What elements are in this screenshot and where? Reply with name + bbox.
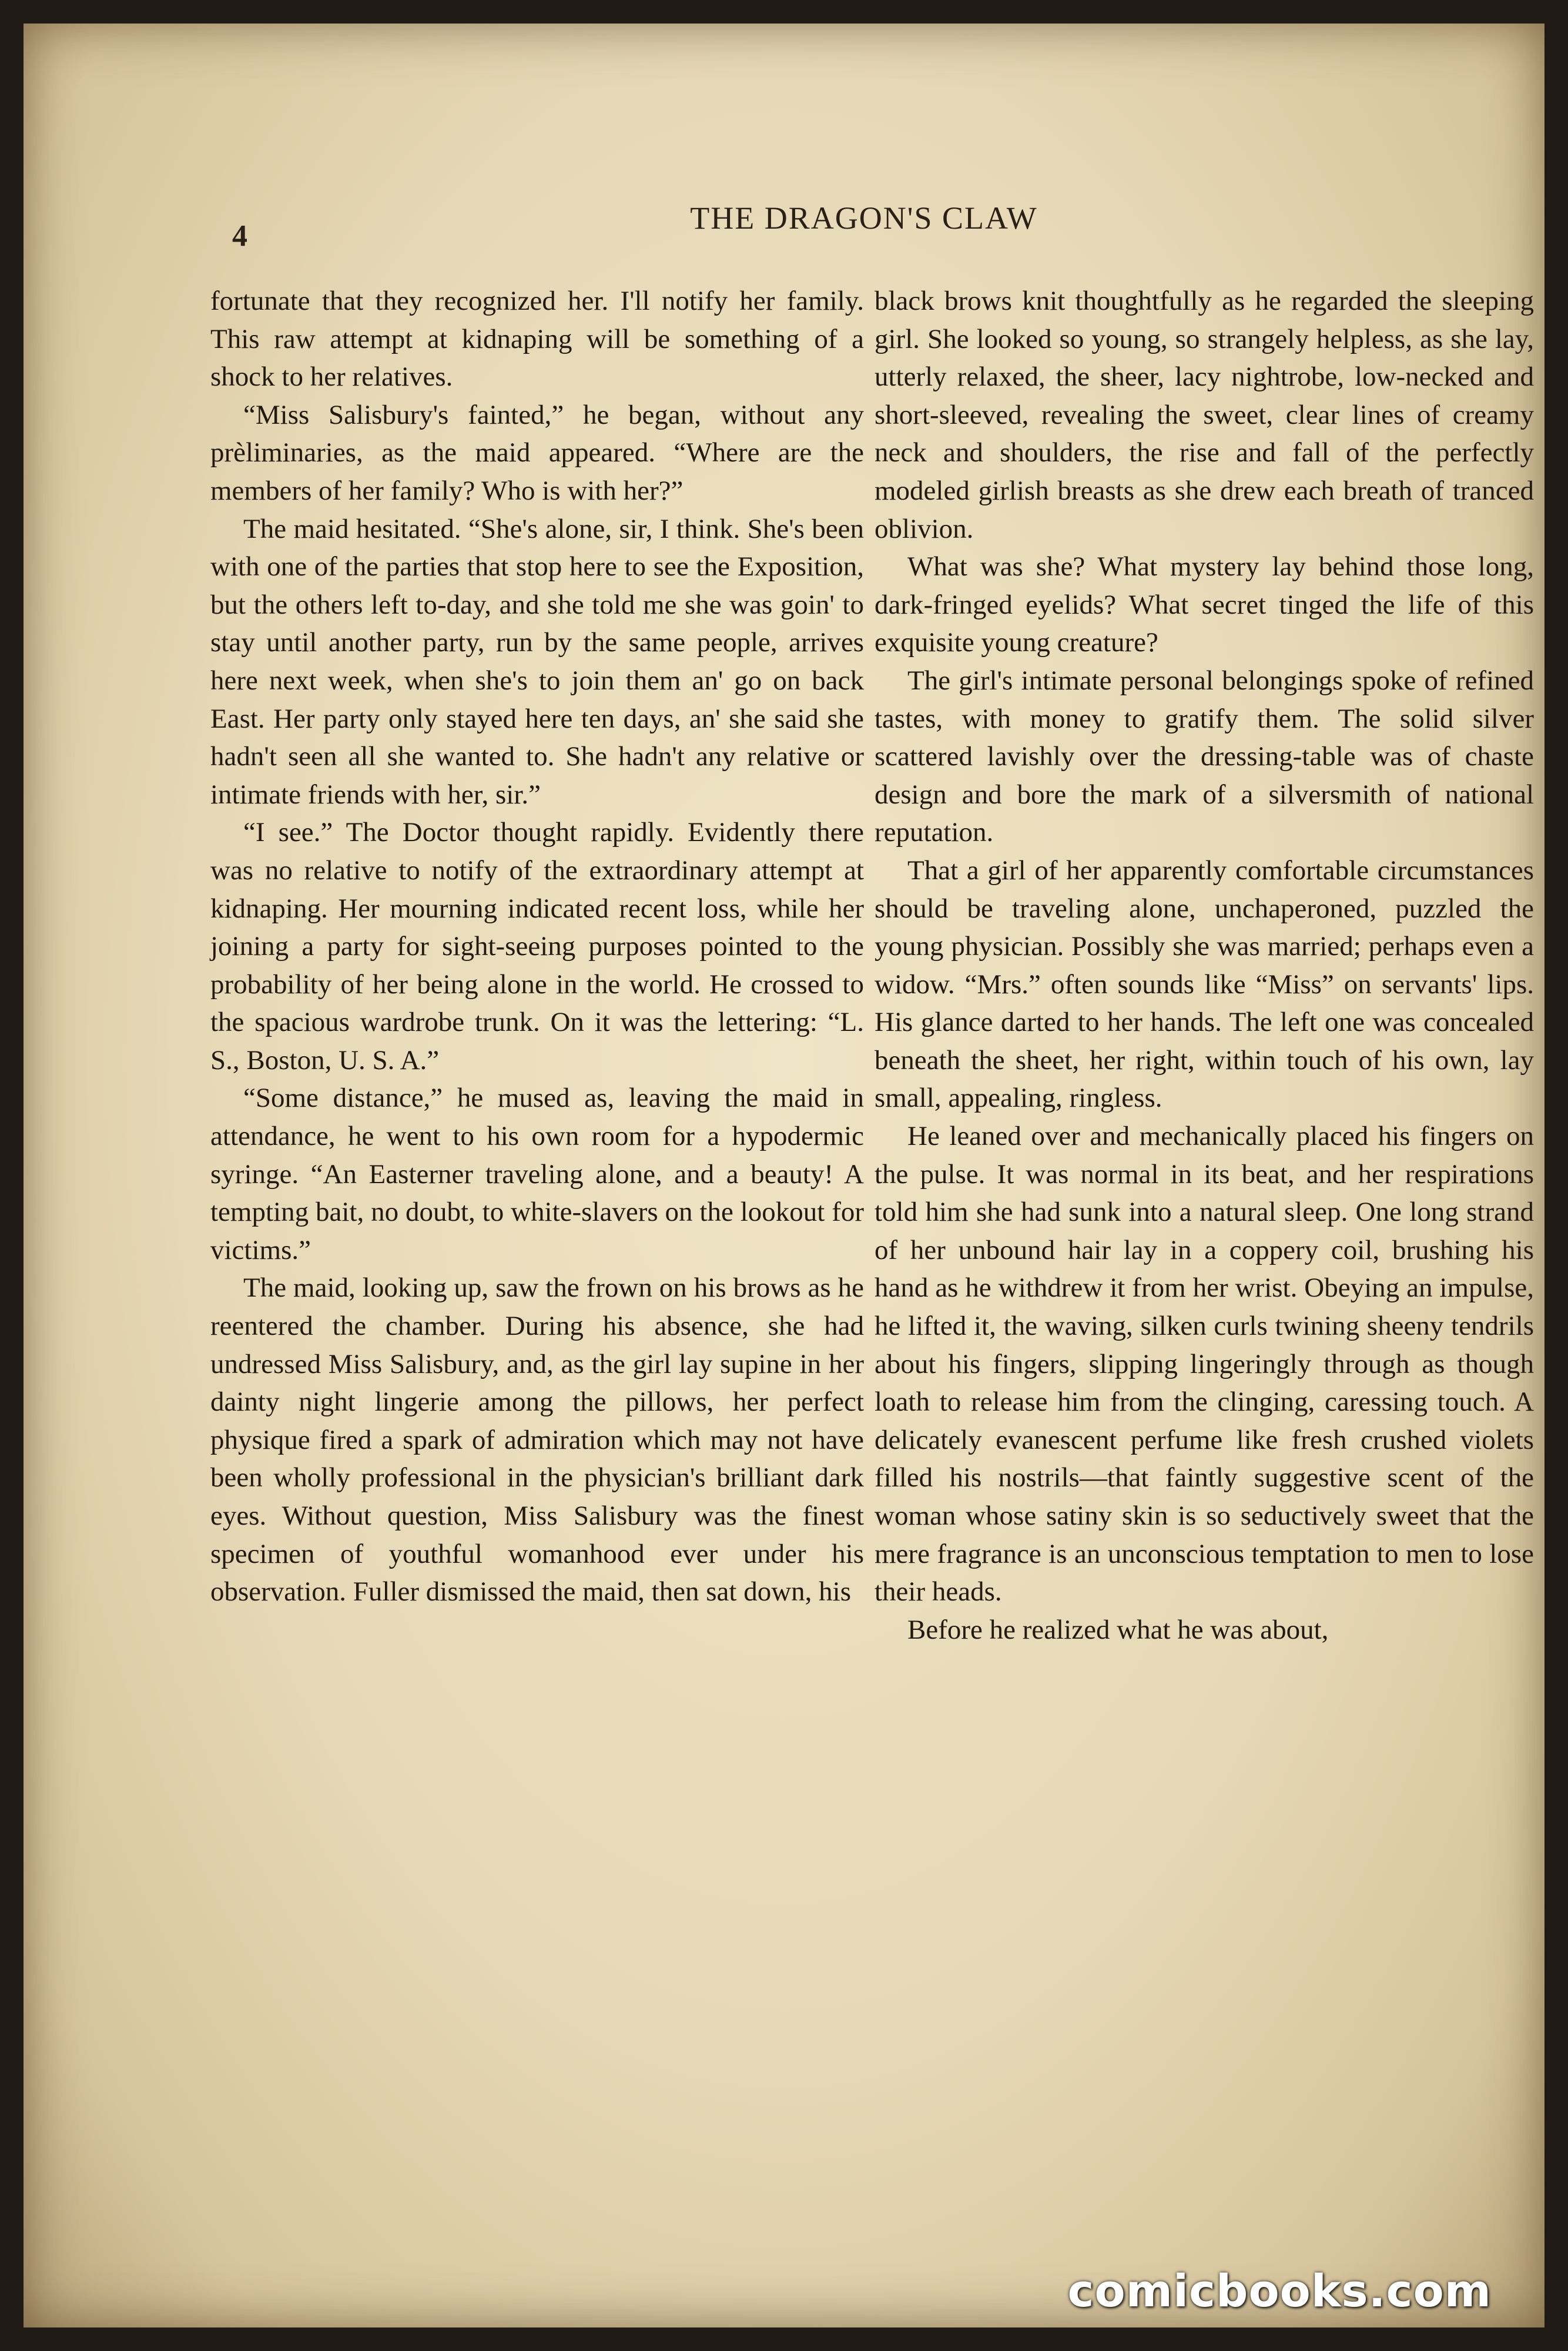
watermark: comicbooks.com: [1067, 2265, 1492, 2317]
paragraph: “Miss Salisbury's fainted,” he began, without any prèliminaries, as the maid appeared. “Where are the members of her family? Who is with her?”: [210, 399, 864, 506]
running-title: THE DRAGON'S CLAW: [690, 200, 1038, 236]
paragraph: Before he realized what he was about,: [907, 1614, 1329, 1645]
paragraph: “I see.” The Doctor thought rapidly. Evidently there was no relative to notify of the extraordinary attempt at kidnaping. Her mourning indicated recent loss, while her joining a party for sight-seeing purposes pointed to the probability of her being alone in the world. He crossed to the spacious wardrobe trunk. On it was the lettering: “L. S., Boston, U. S. A.”: [210, 817, 864, 1076]
left-text-column: [210, 282, 864, 1611]
paragraph: fortunate that they recognized her. I'll notify her family. This raw attempt at kidnaping will be something of a shock to her relatives.: [210, 286, 864, 393]
paragraph: That a girl of her apparently comfortable circumstances should be traveling alone, unchaperoned, puzzled the young physician. Possibly she was married; perhaps even a widow. “Mrs.” often sounds like “Miss” on servants' lips. His glance darted to her hands. The left one was concealed beneath the sheet, her right, within touch of his own, lay small, appealing, ringless.: [875, 855, 1534, 1114]
page-number: 4: [232, 219, 247, 253]
paragraph: What was she? What mystery lay behind those long, dark-fringed eyelids? What secret tinged the life of this exquisite young creature?: [875, 551, 1534, 658]
paragraph: The maid, looking up, saw the frown on his brows as he reentered the chamber. During his absence, she had undressed Miss Salisbury, and, as the girl lay supine in her dainty night lingerie among the pillows, her perfect physique fired a spark of admiration which may not have been wholly professional in the physician's brilliant dark eyes. Without question, Miss Salisbury was the finest specimen of youthful womanhood ever under his observation. Fuller dismissed the maid, then sat down, his: [210, 1272, 864, 1607]
paragraph: “Some distance,” he mused as, leaving the maid in attendance, he went to his own room for a hypodermic syringe. “An Easterner traveling alone, and a beauty! A tempting bait, no doubt, to white-slavers on the lookout for victims.”: [210, 1083, 864, 1265]
paragraph: black brows knit thoughtfully as he regarded the sleeping girl. She looked so young, so strangely helpless, as she lay, utterly relaxed, the sheer, lacy nightrobe, low-necked and short-sleeved, revealing the sweet, clear lines of creamy neck and shoulders, the rise and fall of the perfectly modeled girlish breasts as she drew each breath of tranced oblivion.: [875, 286, 1534, 544]
right-text-column: [875, 282, 1534, 1649]
paragraph: He leaned over and mechanically placed his fingers on the pulse. It was normal in its beat, and her respirations told him she had sunk into a natural sleep. One long strand of her unbound hair lay in a coppery coil, brushing his hand as he withdrew it from her wrist. Obeying an impulse, he lifted it, the waving, silken curls twining sheeny tendrils about his fingers, slipping lingeringly through as though loath to release him from the clinging, caressing touch. A delicately evanescent perfume like fresh crushed violets filled his nostrils—that faintly suggestive scent of the woman whose satiny skin is so seductively sweet that the mere fragrance is an unconscious temptation to men to lose their heads.: [875, 1121, 1534, 1607]
book-page: [24, 24, 1544, 2327]
paragraph: The maid hesitated. “She's alone, sir, I think. She's been with one of the parties that stop here to see the Exposition, but the others left to-day, and she told me she was goin' to stay until another party, run by the same people, arrives here next week, when she's to join them an' go on back East. Her party only stayed here ten days, an' she said she hadn't seen all she wanted to. She hadn't any relative or intimate friends with her, sir.”: [210, 513, 864, 810]
paragraph: The girl's intimate personal belongings spoke of refined tastes, with money to gratify them. The solid silver scattered lavishly over the dressing-table was of chaste design and bore the mark of a silversmith of national reputation.: [875, 665, 1534, 848]
